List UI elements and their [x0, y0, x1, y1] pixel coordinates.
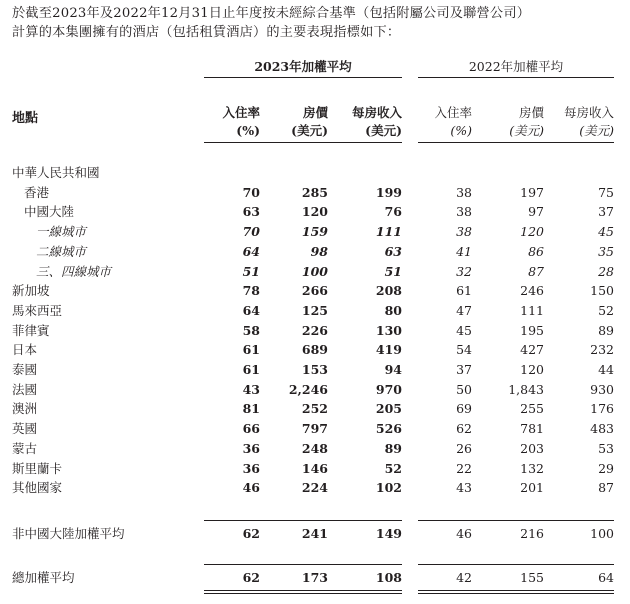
table-cell: 483 [590, 421, 614, 436]
table-cell: 98 [310, 244, 328, 259]
row-label: 非中國大陸加權平均 [12, 526, 125, 541]
row-label: 二線城市 [36, 244, 87, 259]
table-cell: 111 [375, 224, 402, 239]
table-cell: 51 [242, 264, 260, 279]
table-cell: 38 [456, 204, 472, 219]
table-row [0, 223, 630, 241]
table-cell: 61 [242, 342, 260, 357]
table-cell: 62 [242, 526, 260, 541]
col-unit: (美元) [291, 123, 328, 138]
table-cell: 66 [242, 421, 260, 436]
table-row [0, 569, 630, 587]
table-cell: 255 [520, 401, 544, 416]
table-cell: 61 [456, 283, 472, 298]
row-label: 中華人民共和國 [12, 165, 100, 180]
table-cell: 797 [301, 421, 328, 436]
col-rate-2023 [268, 104, 328, 140]
row-label: 三、四線城市 [36, 264, 112, 279]
table-cell: 63 [242, 204, 260, 219]
table-row [0, 400, 630, 418]
table-cell: 155 [520, 570, 544, 585]
col-rate-2022 [484, 104, 544, 140]
table-cell: 100 [301, 264, 328, 279]
row-label: 法國 [12, 382, 38, 397]
table-row [0, 525, 630, 543]
group-header-2023: 2023年加權平均 [254, 59, 352, 74]
table-cell: 64 [242, 303, 260, 318]
table-cell: 252 [301, 401, 328, 416]
table-cell: 87 [598, 480, 614, 495]
table-cell: 226 [301, 323, 328, 338]
col-label: 每房收入 [563, 105, 614, 120]
table-cell: 58 [242, 323, 260, 338]
table-cell: 52 [598, 303, 614, 318]
table-cell: 205 [375, 401, 402, 416]
table-cell: 132 [520, 461, 544, 476]
table-row [0, 184, 630, 202]
table-cell: 41 [456, 244, 472, 259]
table-cell: 22 [456, 461, 472, 476]
table-cell: 201 [520, 480, 544, 495]
row-label: 蒙古 [12, 441, 38, 456]
table-cell: 70 [242, 224, 260, 239]
table-cell: 28 [598, 264, 614, 279]
col-revpar-2023 [336, 104, 402, 140]
table-cell: 150 [590, 283, 614, 298]
table-cell: 63 [384, 244, 402, 259]
subtotal-top-rule-2022 [418, 520, 614, 521]
row-label: 中國大陸 [24, 204, 75, 219]
row-label: 一線城市 [36, 224, 87, 239]
total-double-rule-2022 [418, 590, 614, 594]
table-cell: 146 [301, 461, 328, 476]
col-occupancy-2023 [200, 104, 260, 140]
location-header: 地點 [12, 111, 39, 126]
table-cell: 120 [520, 362, 544, 377]
table-cell: 64 [598, 570, 614, 585]
table-cell: 100 [590, 526, 614, 541]
table-cell: 35 [598, 244, 614, 259]
row-label: 日本 [12, 342, 38, 357]
table-cell: 203 [520, 441, 544, 456]
table-cell: 102 [375, 480, 402, 495]
table-cell: 176 [590, 401, 614, 416]
table-cell: 130 [375, 323, 402, 338]
table-cell: 241 [301, 526, 328, 541]
col-unit: (美元) [365, 123, 402, 138]
table-cell: 781 [520, 421, 544, 436]
table-cell: 120 [520, 224, 544, 239]
table-cell: 153 [301, 362, 328, 377]
table-row [0, 361, 630, 379]
row-label: 英國 [12, 421, 38, 436]
group-rule-2023 [204, 77, 402, 78]
table-row [0, 302, 630, 320]
group-rule-2022 [418, 77, 614, 78]
row-label: 斯里蘭卡 [12, 461, 63, 476]
table-cell: 70 [242, 185, 260, 200]
table-cell: 43 [242, 382, 260, 397]
table-cell: 216 [520, 526, 544, 541]
table-cell: 69 [456, 401, 472, 416]
table-cell: 120 [301, 204, 328, 219]
table-cell: 87 [528, 264, 544, 279]
table-cell: 159 [301, 224, 328, 239]
table-cell: 689 [301, 342, 328, 357]
table-cell: 43 [456, 480, 472, 495]
table-cell: 285 [301, 185, 328, 200]
table-cell: 108 [375, 570, 402, 585]
row-label: 新加坡 [12, 283, 50, 298]
table-cell: 173 [301, 570, 328, 585]
table-cell: 266 [301, 283, 328, 298]
col-unit: (%) [236, 123, 260, 138]
table-cell: 37 [598, 204, 614, 219]
table-cell: 62 [456, 421, 472, 436]
table-cell: 37 [456, 362, 472, 377]
table-cell: 248 [301, 441, 328, 456]
table-cell: 36 [242, 461, 260, 476]
table-row [0, 263, 630, 281]
total-top-rule-2023 [204, 564, 402, 565]
table-cell: 64 [242, 244, 260, 259]
table-cell: 46 [456, 526, 472, 541]
intro-line-1: 於截至2023年及2022年12月31日止年度按未經綜合基準（包括附屬公司及聯營公司） [12, 6, 531, 21]
row-label: 馬來西亞 [12, 303, 63, 318]
table-cell: 246 [520, 283, 544, 298]
table-cell: 44 [598, 362, 614, 377]
row-label: 其他國家 [12, 480, 63, 495]
intro-line-2: 計算的本集團擁有的酒店（包括租賃酒店）的主要表現指標如下： [12, 25, 401, 40]
table-cell: 526 [375, 421, 402, 436]
col-label: 每房收入 [351, 105, 402, 120]
table-cell: 970 [375, 382, 402, 397]
table-cell: 42 [456, 570, 472, 585]
table-cell: 29 [598, 461, 614, 476]
table-cell: 224 [301, 480, 328, 495]
table-cell: 89 [384, 441, 402, 456]
table-cell: 26 [456, 441, 472, 456]
table-cell: 427 [520, 342, 544, 357]
table-row [0, 322, 630, 340]
table-row [0, 164, 630, 182]
table-cell: 232 [590, 342, 614, 357]
table-cell: 1,843 [508, 382, 544, 397]
table-row [0, 479, 630, 497]
table-cell: 930 [590, 382, 614, 397]
table-cell: 36 [242, 441, 260, 456]
col-occupancy-2022 [412, 104, 472, 140]
table-cell: 80 [384, 303, 402, 318]
table-cell: 50 [456, 382, 472, 397]
col-unit: (美元) [509, 123, 544, 138]
col-label: 房價 [518, 105, 544, 120]
col-unit: (美元) [579, 123, 614, 138]
table-cell: 45 [598, 224, 614, 239]
table-cell: 149 [375, 526, 402, 541]
table-cell: 197 [520, 185, 544, 200]
table-cell: 97 [528, 204, 544, 219]
col-unit: (%) [450, 123, 472, 138]
table-cell: 51 [384, 264, 402, 279]
table-cell: 419 [375, 342, 402, 357]
table-row [0, 203, 630, 221]
table-cell: 195 [520, 323, 544, 338]
table-cell: 32 [456, 264, 472, 279]
table-cell: 53 [598, 441, 614, 456]
col-revpar-2022 [548, 104, 614, 140]
col-label: 入住率 [434, 105, 472, 120]
total-double-rule-2023 [204, 590, 402, 594]
table-row [0, 381, 630, 399]
intro-text [12, 4, 622, 42]
table-cell: 208 [375, 283, 402, 298]
table-cell: 45 [456, 323, 472, 338]
row-label: 香港 [24, 185, 50, 200]
table-cell: 111 [520, 303, 544, 318]
table-cell: 75 [598, 185, 614, 200]
row-label: 泰國 [12, 362, 38, 377]
table-cell: 125 [301, 303, 328, 318]
group-header-2022: 2022年加權平均 [468, 59, 564, 74]
table-row [0, 460, 630, 478]
table-cell: 94 [384, 362, 402, 377]
table-cell: 2,246 [288, 382, 328, 397]
table-cell: 86 [528, 244, 544, 259]
header-rule-2023 [204, 142, 402, 143]
table-row [0, 420, 630, 438]
table-cell: 54 [456, 342, 472, 357]
table-cell: 81 [242, 401, 260, 416]
table-cell: 199 [375, 185, 402, 200]
total-top-rule-2022 [418, 564, 614, 565]
col-label: 入住率 [222, 105, 260, 120]
table-cell: 78 [242, 283, 260, 298]
table-cell: 38 [456, 224, 472, 239]
table-cell: 47 [456, 303, 472, 318]
table-cell: 46 [242, 480, 260, 495]
table-cell: 52 [384, 461, 402, 476]
row-label: 總加權平均 [12, 570, 75, 585]
table-cell: 62 [242, 570, 260, 585]
row-label: 澳洲 [12, 401, 38, 416]
table-cell: 76 [384, 204, 402, 219]
subtotal-top-rule-2023 [204, 520, 402, 521]
table-cell: 89 [598, 323, 614, 338]
row-label: 菲律賓 [12, 323, 50, 338]
header-rule-2022 [418, 142, 614, 143]
table-cell: 38 [456, 185, 472, 200]
table-row [0, 243, 630, 261]
table-cell: 61 [242, 362, 260, 377]
table-row [0, 440, 630, 458]
table-row [0, 282, 630, 300]
table-row [0, 341, 630, 359]
col-label: 房價 [302, 105, 328, 120]
